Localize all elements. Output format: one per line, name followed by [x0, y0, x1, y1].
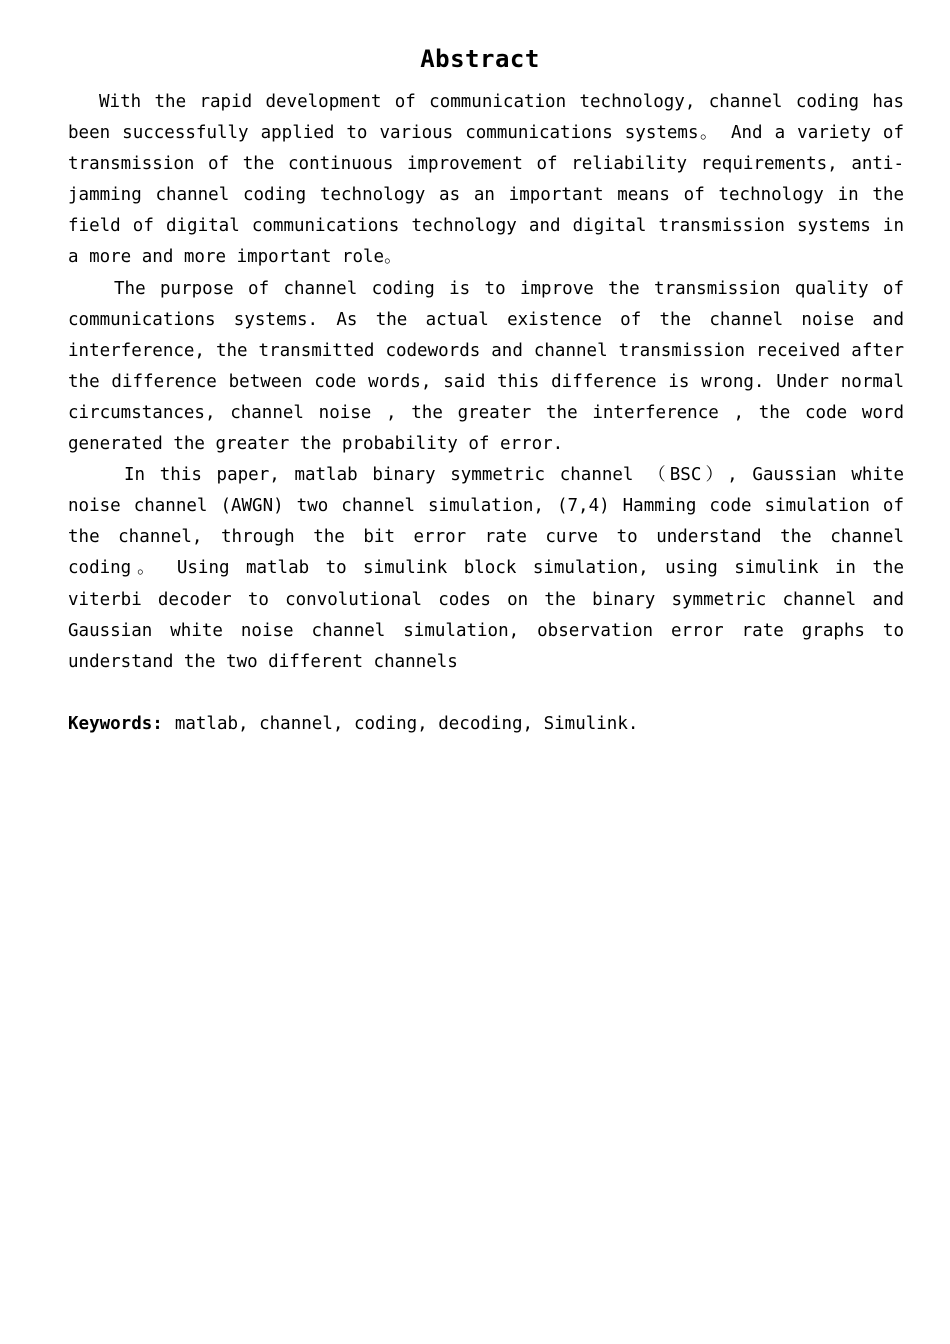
- page-title: Abstract: [420, 45, 540, 73]
- keywords-line: [68, 709, 904, 740]
- abstract-paragraph-2: The purpose of channel coding is to improve the transmission quality of communications systems. As the actual existence of the channel noise and interference, the transmitted codewords and channel transmission received after the difference between code words, said this difference is wrong. Under normal circumstances, channel noise , the greater the interference , the code word generated the greater the probability of error.: [68, 278, 904, 455]
- abstract-paragraph-1: With the rapid development of communication technology, channel coding has been successfully applied to various communications systems。 And a variety of transmission of the continuous improvement of reliability requirements, anti-jamming channel coding technology as an important means of technology in the field of digital communications technology and digital transmission systems in a more and more important role。: [68, 92, 904, 268]
- keywords-label: Keywords:: [68, 714, 163, 734]
- abstract-paragraph-3: In this paper, matlab binary symmetric channel （BSC）, Gaussian white noise channel (AWGN) two channel simulation, (7,4) Hamming code simulation of the channel, through the bit error rate curve to understand the channel coding。 Using matlab to simulink block simulation, using simulink in the viterbi decoder to convolutional codes on the binary symmetric channel and Gaussian white noise channel simulation, observation error rate graphs to understand the two different channels: [68, 465, 904, 672]
- keywords-text: matlab, channel, coding, decoding, Simulink.: [174, 714, 639, 734]
- abstract-body: [68, 87, 904, 678]
